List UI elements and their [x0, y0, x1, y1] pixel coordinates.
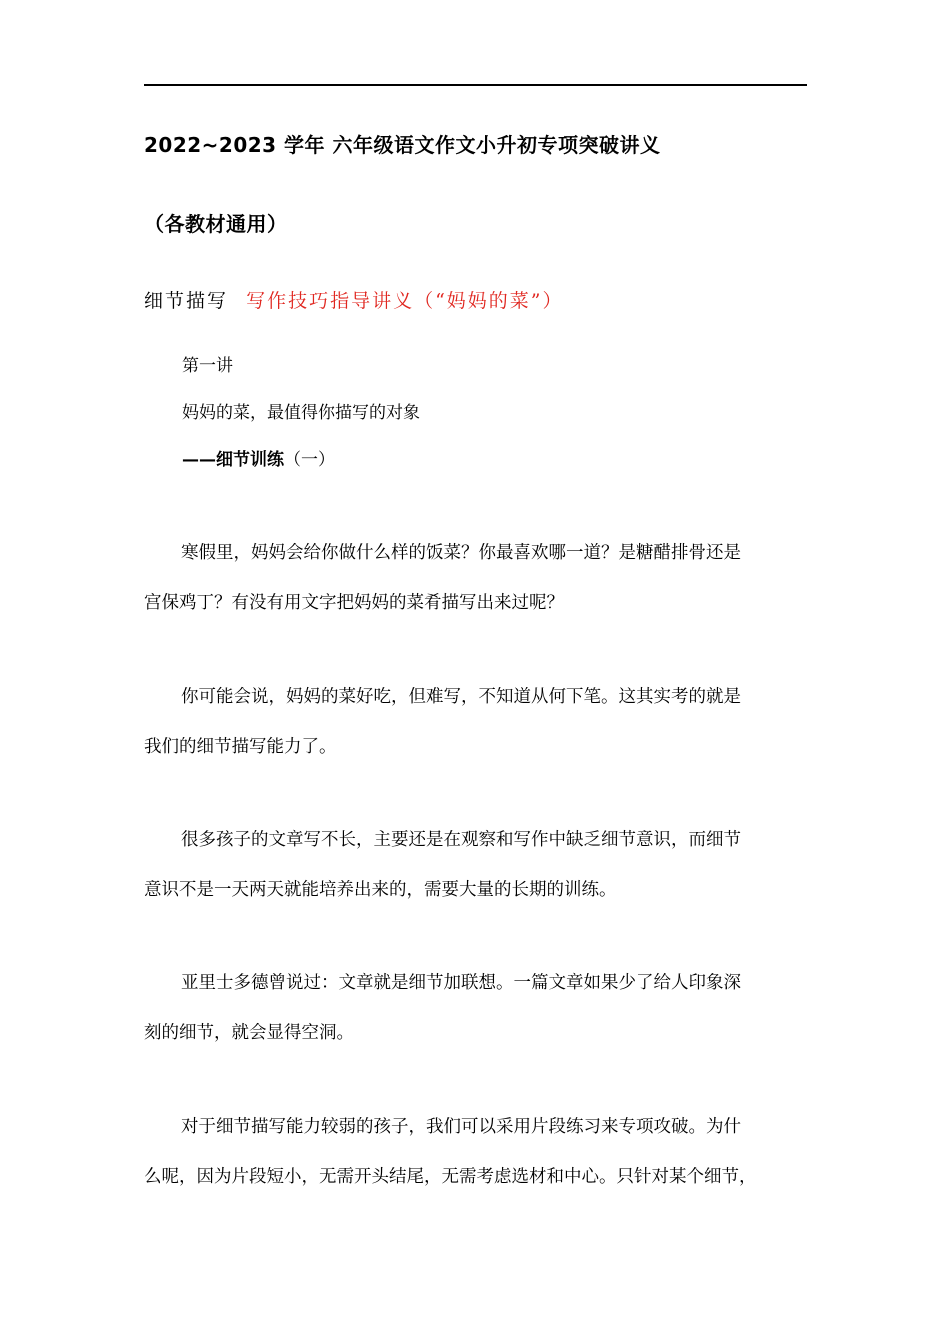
section-heading [144, 286, 564, 313]
lecture-subheading [182, 445, 335, 470]
lecture-sub-bold: ——细节训练 [182, 450, 284, 470]
paragraph-line: 亚里士多德曾说过：文章就是细节加联想。一篇文章如果少了给人印象深 [181, 973, 741, 993]
section-label: 细节描写 [144, 290, 229, 312]
paragraph-line: 很多孩子的文章写不长，主要还是在观察和写作中缺乏细节意识，而细节 [181, 830, 741, 850]
section-topic: 写作技巧指导讲义（“妈妈的菜”） [246, 290, 564, 312]
lecture-sub-normal: （一） [284, 450, 335, 470]
top-rule [144, 84, 807, 86]
lecture-number: 第一讲 [182, 356, 233, 376]
paragraph-line: 宫保鸡丁？有没有用文字把妈妈的菜肴描写出来过呢？ [144, 593, 564, 613]
paragraph-line: 你可能会说，妈妈的菜好吃，但难写，不知道从何下笔。这其实考的就是 [181, 687, 741, 707]
paragraph-line: 对于细节描写能力较弱的孩子，我们可以采用片段练习来专项攻破。为什 [181, 1117, 741, 1137]
lecture-heading: 妈妈的菜，最值得你描写的对象 [182, 403, 420, 423]
document-subtitle: （各教材通用） [144, 212, 288, 236]
document-title: 2022~2023 学年 六年级语文作文小升初专项突破讲义 [144, 133, 661, 157]
paragraph-line: 刻的细节，就会显得空洞。 [144, 1023, 354, 1043]
paragraph-line: 寒假里，妈妈会给你做什么样的饭菜？你最喜欢哪一道？是糖醋排骨还是 [181, 543, 741, 563]
paragraph-line: 我们的细节描写能力了。 [144, 737, 337, 757]
paragraph-line: 意识不是一天两天就能培养出来的，需要大量的长期的训练。 [144, 880, 617, 900]
paragraph-line: 么呢，因为片段短小，无需开头结尾，无需考虑选材和中心。只针对某个细节， [144, 1167, 757, 1187]
